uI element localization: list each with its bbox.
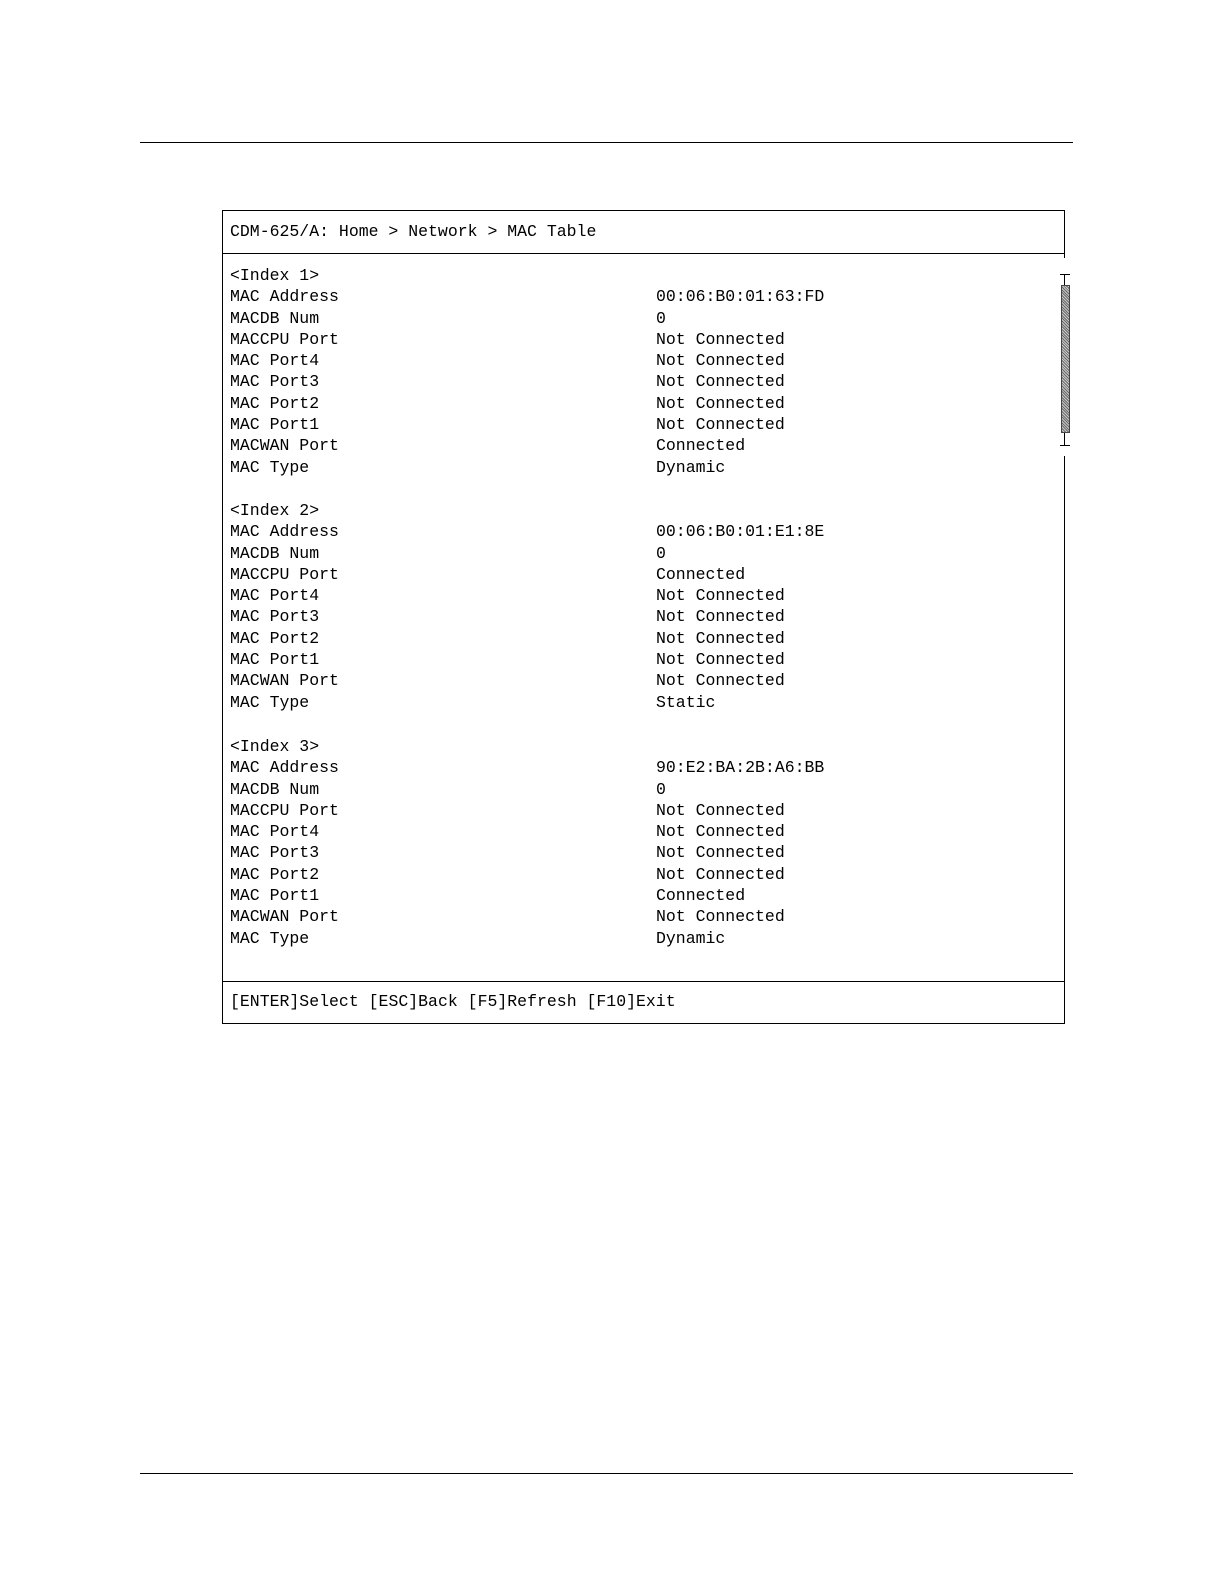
field-value: 0 [656,543,666,563]
field-value: Dynamic [656,457,726,477]
field-label: MACWAN Port [230,907,339,927]
field-value: Connected [656,564,746,584]
field-row [230,329,950,350]
field-row [230,628,950,649]
field-value: Not Connected [656,351,785,371]
field-label: MACDB Num [230,543,320,563]
field-row [230,308,950,329]
vertical-scrollbar[interactable] [1058,273,1072,448]
field-value: Not Connected [656,372,785,392]
field-value: Not Connected [656,800,785,820]
field-label: MAC Port2 [230,393,320,413]
field-row [230,350,950,371]
page-top-rule [140,142,1073,143]
field-row [230,864,950,885]
mac-table-entry-2 [230,500,950,713]
field-label: MAC Port4 [230,822,320,842]
field-label: MAC Address [230,522,339,542]
field-label: MAC Port1 [230,650,320,670]
field-row [230,606,950,627]
field-value: Not Connected [656,628,785,648]
field-value: Not Connected [656,864,785,884]
field-row [230,286,950,307]
page-bottom-rule [140,1473,1073,1474]
field-row [230,670,950,691]
entry-index-label: <Index 2> [230,501,320,520]
entry-index-label: <Index 1> [230,266,320,285]
field-row [230,692,950,713]
field-row [230,585,950,606]
field-label: MACCPU Port [230,564,339,584]
field-row [230,757,950,778]
enter-select-key[interactable]: [ENTER]Select [230,992,359,1011]
field-label: MACDB Num [230,779,320,799]
field-row [230,414,950,435]
field-row [230,842,950,863]
key-hint-bar [223,981,1064,1023]
f10-exit-key[interactable]: [F10]Exit [586,992,676,1011]
field-value: Not Connected [656,650,785,670]
field-label: MAC Port1 [230,886,320,906]
field-label: MAC Port4 [230,586,320,606]
field-row [230,543,950,564]
field-value: 90:E2:BA:2B:A6:BB [656,758,825,778]
field-row [230,800,950,821]
field-label: MACCPU Port [230,329,339,349]
terminal-header [223,211,1064,254]
field-value: Dynamic [656,928,726,948]
field-label: MAC Port3 [230,372,320,392]
scrollbar-thumb[interactable] [1061,285,1070,433]
entry-index-label: <Index 3> [230,737,320,756]
field-value: Not Connected [656,843,785,863]
field-label: MAC Port3 [230,843,320,863]
field-label: MAC Port4 [230,351,320,371]
mac-table-entry-1 [230,265,950,478]
field-label: MACDB Num [230,308,320,328]
field-value: Connected [656,886,746,906]
field-row [230,435,950,456]
field-label: MACWAN Port [230,436,339,456]
breadcrumb: CDM-625/A: Home > Network > MAC Table [230,222,597,241]
field-value: Not Connected [656,907,785,927]
field-label: MAC Address [230,287,339,307]
field-value: Not Connected [656,586,785,606]
field-label: MAC Type [230,928,310,948]
field-row [230,521,950,542]
field-row [230,371,950,392]
mac-table-entry-3 [230,736,950,949]
field-value: Not Connected [656,671,785,691]
f5-refresh-key[interactable]: [F5]Refresh [467,992,577,1011]
field-value: Static [656,692,716,712]
field-row [230,885,950,906]
field-label: MAC Type [230,692,310,712]
field-row [230,649,950,670]
scrollbar-bottom-cap [1060,445,1070,446]
field-label: MACWAN Port [230,671,339,691]
field-row [230,564,950,585]
field-value: Not Connected [656,415,785,435]
field-value: Not Connected [656,393,785,413]
field-row [230,457,950,478]
field-value: Not Connected [656,607,785,627]
field-label: MACCPU Port [230,800,339,820]
field-value: Connected [656,436,746,456]
field-label: MAC Address [230,758,339,778]
scrollbar-top-cap [1060,274,1070,275]
field-row [230,928,950,949]
field-label: MAC Port3 [230,607,320,627]
field-row [230,906,950,927]
field-label: MAC Type [230,457,310,477]
field-value: 0 [656,779,666,799]
field-label: MAC Port2 [230,864,320,884]
terminal-window [222,210,1065,1024]
field-row [230,779,950,800]
esc-back-key[interactable]: [ESC]Back [368,992,458,1011]
field-value: 00:06:B0:01:63:FD [656,287,825,307]
field-value: 00:06:B0:01:E1:8E [656,522,825,542]
field-label: MAC Port1 [230,415,320,435]
field-value: Not Connected [656,822,785,842]
field-row [230,393,950,414]
field-label: MAC Port2 [230,628,320,648]
mac-table-list [223,254,1064,981]
field-row [230,821,950,842]
field-value: Not Connected [656,329,785,349]
field-value: 0 [656,308,666,328]
